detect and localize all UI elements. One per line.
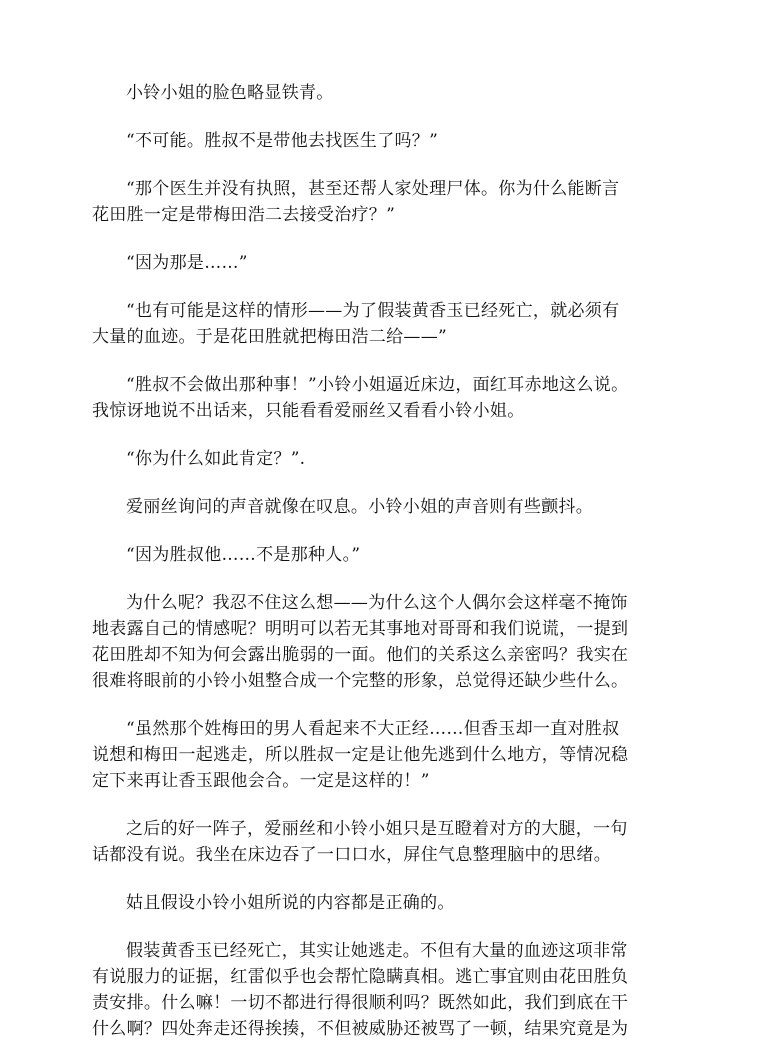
paragraph: 假装黄香玉已经死亡，其实让她逃走。不但有大量的血迹这项非常 有说服力的证据，红雷似乎也会帮忙隐瞒真相。逃亡事宜则由花田胜负 责安排。什么嘛！一切不都进行得很顺利吗？既然如此，我们到底在干 什么啊？四处奔走还得挨揍，不但被威胁还被骂了一顿，结果究竟是为: [92, 941, 629, 1039]
paragraph: 之后的好一阵子，爱丽丝和小铃小姐只是互瞪着对方的大腿，一句 话都没有说。我坐在床边吞了一口口水，屏住气息整理脑中的思绪。: [92, 819, 628, 865]
paragraph: “因为胜叔他……不是那种人。”: [126, 545, 361, 565]
paragraph: 小铃小姐的脸色略显铁青。: [126, 83, 334, 103]
paragraph: “虽然那个姓梅田的男人看起来不大正经……但香玉却一直对胜叔 说想和梅田一起逃走，所以胜叔一定是让他先逃到什么地方，等情况稳 定下来再让香玉跟他会合。一定是这样的！”: [92, 719, 629, 791]
paragraph: “那个医生并没有执照，甚至还帮人家处理尸体。你为什么能断言 花田胜一定是带梅田浩二去接受治疗？”: [92, 179, 620, 225]
document-page: [92, 80, 680, 1064]
paragraph: 爱丽丝询问的声音就像在叹息。小铃小姐的声音则有些颤抖。: [126, 497, 594, 517]
paragraph: “你为什么如此肯定？”.: [126, 449, 306, 469]
paragraph: 姑且假设小铃小姐所说的内容都是正确的。: [126, 893, 455, 913]
paragraph: “胜叔不会做出那种事！”小铃小姐逼近床边，面红耳赤地这么说。 我惊讶地说不出话来，只能看看爱丽丝又看看小铃小姐。: [92, 375, 629, 421]
paragraph: “不可能。胜叔不是带他去找医生了吗？”: [126, 131, 439, 151]
paragraph: “因为那是……”: [126, 253, 248, 273]
paragraph: 为什么呢？我忍不住这么想——为什么这个人偶尔会这样毫不掩饰 地表露自己的情感呢？明明可以若无其事地对哥哥和我们说谎，一提到 花田胜却不知为何会露出脆弱的一面。他们的关系这么亲密吗？我实在 很难将眼前的小铃小姐整合成一个完整的形象，总觉得还缺少些什么。: [92, 593, 629, 691]
paragraph: “也有可能是这样的情形——为了假装黄香玉已经死亡，就必须有 大量的血迹。于是花田胜就把梅田浩二给——”: [92, 301, 620, 347]
